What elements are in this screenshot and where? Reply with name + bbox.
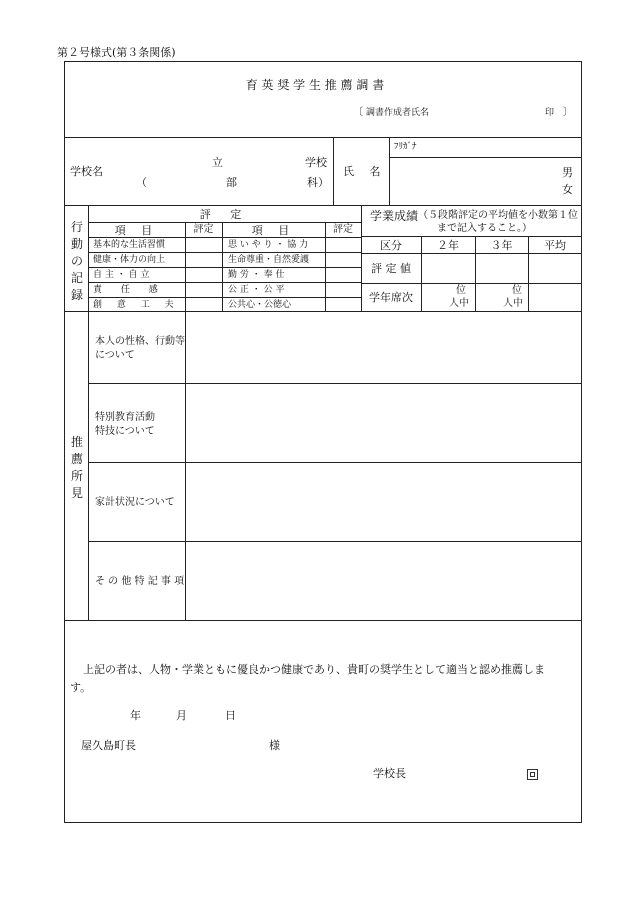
grades-title: 学業成績	[370, 209, 419, 223]
behavior-item-compassion: 思 い や り ・ 協 力	[228, 240, 309, 250]
behavior-item-creativity: 創 意 工 夫	[93, 300, 180, 310]
furigana-label: ﾌﾘｶﾞﾅ	[394, 142, 417, 152]
behavior-rating-cell[interactable]	[326, 268, 361, 282]
behavior-rating-cell[interactable]	[186, 283, 222, 297]
grades-header-year2: ２年	[437, 239, 459, 252]
remark-activities-field[interactable]	[187, 385, 580, 461]
grade-value-cell[interactable]	[529, 254, 581, 283]
behavior-col-item-left: 項 目	[114, 224, 159, 237]
school-paren-open: （	[136, 176, 147, 189]
gender-male[interactable]: 男	[562, 166, 573, 179]
grades-header-average: 平均	[544, 239, 566, 252]
date-day-label: 日	[225, 709, 236, 722]
behavior-item-independence: 自 主 ・ 自 立	[93, 270, 150, 280]
grades-header-division: 区分	[380, 239, 402, 252]
grades-row-rating: 評 定 値	[371, 262, 411, 275]
rank-of-year3: 人中	[503, 298, 523, 309]
rank-position-year2: 位	[456, 285, 466, 296]
remark-personality-label: 本人の性格、行動等	[95, 336, 185, 347]
behavior-item-public-spirit: 公共心・公徳心	[228, 300, 292, 310]
behavior-rating-cell[interactable]	[326, 298, 361, 311]
preparer-bracket-open: 〔	[353, 107, 363, 118]
rank-of-year2: 人中	[449, 298, 469, 309]
recommend-side-label-3: 所	[71, 469, 84, 483]
rank-position-year3: 位	[512, 285, 522, 296]
school-ka: 科）	[307, 176, 329, 189]
form-title: 育 英 奨 学 生 推 薦 調 書	[245, 78, 385, 92]
behavior-item-basic-habits: 基本的な生活習慣	[93, 240, 166, 250]
recommend-side-label-2: 薦	[71, 452, 84, 466]
addressee-label: 屋久島町長	[81, 739, 136, 752]
grades-header-year3: ３年	[490, 239, 513, 252]
behavior-side-label-5: 録	[71, 288, 84, 302]
behavior-rating-cell[interactable]	[186, 298, 222, 311]
remark-household-label: 家計状況について	[95, 497, 175, 508]
preparer-name-label: 調書作成者氏名	[366, 108, 430, 118]
behavior-side-label-1: 行	[71, 220, 84, 234]
behavior-rating-cell[interactable]	[326, 238, 361, 252]
student-name-field[interactable]	[392, 160, 552, 203]
statement-line-2: す。	[70, 681, 92, 694]
principal-name-field[interactable]	[415, 764, 520, 782]
behavior-rating-cell[interactable]	[186, 238, 222, 252]
recommend-side-label-1: 推	[71, 435, 84, 449]
preparer-name-field[interactable]	[420, 104, 540, 122]
grade-value-cell[interactable]	[476, 254, 528, 283]
remark-household-field[interactable]	[187, 464, 580, 540]
behavior-side-label-4: 記	[71, 271, 84, 285]
behavior-side-label-2: 動	[71, 237, 84, 251]
behavior-side-label-3: の	[71, 254, 84, 268]
behavior-col-item-right: 項 目	[251, 224, 296, 237]
gender-female[interactable]: 女	[562, 183, 573, 196]
behavior-item-service: 勤 労 ・ 奉 仕	[228, 270, 285, 280]
form-label: 第２号様式(第３条関係)	[57, 46, 176, 59]
behavior-rating-cell[interactable]	[186, 253, 222, 267]
school-bu: 部	[226, 176, 237, 189]
school-gakko: 学校	[305, 156, 327, 169]
addressee-honorific: 様	[269, 739, 280, 752]
behavior-item-fairness: 公 正 ・ 公 平	[228, 285, 285, 295]
remark-personality-field[interactable]	[187, 313, 580, 382]
grades-row-rank: 学年席次	[369, 291, 413, 304]
preparer-seal-mark: 印	[545, 108, 555, 118]
school-name-field[interactable]	[130, 150, 300, 195]
date-year-label: 年	[130, 709, 141, 722]
preparer-bracket-close: 〕	[563, 107, 573, 118]
behavior-rating-cell[interactable]	[326, 283, 361, 297]
seal-stamp-icon	[527, 769, 538, 780]
recommend-side-label-4: 見	[71, 486, 84, 500]
behavior-col-rating-right: 評定	[333, 224, 353, 235]
grades-note-line1: （５段階評定の平均値を小数第１位	[418, 210, 578, 221]
remark-activities-label-2: 特技について	[95, 426, 155, 437]
rank-input-year2[interactable]	[424, 285, 454, 309]
school-ritsu: 立	[212, 156, 223, 169]
remark-personality-label-2: について	[95, 350, 135, 361]
behavior-item-respect-life: 生命尊重・自然愛護	[228, 255, 310, 265]
school-name-label: 学校名	[70, 165, 103, 178]
behavior-item-responsibility: 責 任 感	[93, 285, 166, 295]
remark-other-field[interactable]	[187, 543, 580, 619]
behavior-rating-cell[interactable]	[186, 268, 222, 282]
behavior-header: 評 定	[199, 208, 250, 221]
grade-value-cell[interactable]	[422, 254, 475, 283]
behavior-col-rating-left: 評定	[193, 224, 214, 235]
remark-activities-label: 特別教育活動	[95, 412, 155, 423]
grades-note-line2: まで記入すること。）	[437, 223, 532, 234]
remark-other-label: そ の 他 特 記 事 項	[95, 576, 185, 587]
date-month-label: 月	[176, 709, 187, 722]
date-field[interactable]	[90, 706, 240, 724]
behavior-item-health: 健康・体力の向上	[93, 255, 166, 265]
statement-line-1: 上記の者は、人物・学業ともに優良かつ健康であり、貴町の奨学生として適当と認め推薦しま	[83, 663, 545, 676]
principal-label: 学校長	[373, 767, 406, 780]
rank-input-year3[interactable]	[478, 285, 508, 309]
furigana-field[interactable]	[430, 139, 580, 156]
student-name-label: 氏 名	[343, 165, 387, 178]
behavior-rating-cell[interactable]	[326, 253, 361, 267]
